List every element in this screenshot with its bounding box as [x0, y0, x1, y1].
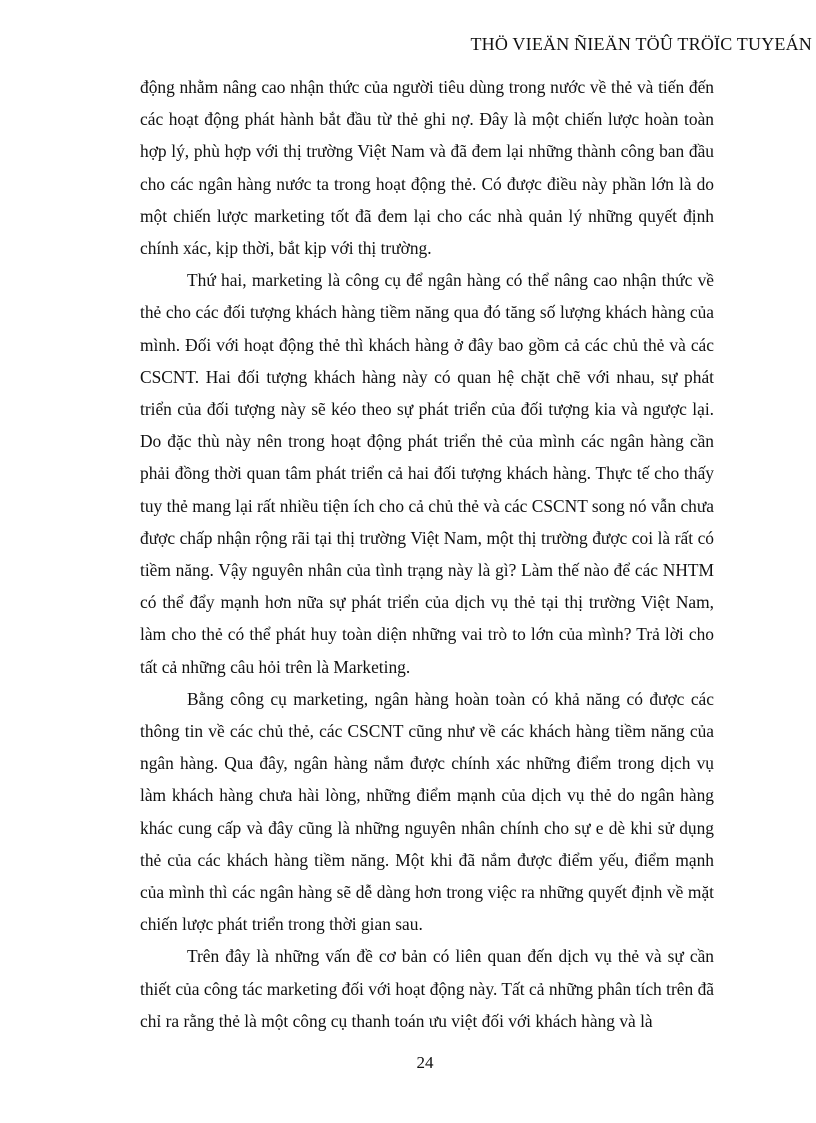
- page-number: 24: [416, 1053, 434, 1072]
- paragraph: Trên đây là những vấn đề cơ bản có liên quan đến dịch vụ thẻ và sự cần thiết của công tác marketing đối với hoạt động này. Tất cả những phân tích trên đã chỉ ra rằng thẻ là một công cụ thanh toán ưu việt đối với khách hàng và là: [140, 946, 714, 1031]
- paragraph-continuation: động nhằm nâng cao nhận thức của người tiêu dùng trong nước về thẻ và tiến đến các hoạt động phát hành bắt đầu từ thẻ ghi nợ. Đây là một chiến lược hoàn toàn hợp lý, phù hợp với thị trường Việt Nam và đã đem lại những thành công ban đầu cho các ngân hàng nước ta trong hoạt động thẻ. Có được điều này phần lớn là do một chiến lược marketing tốt đã đem lại cho các nhà quản lý những quyết định chính xác, kịp thời, bắt kịp với thị trường.: [140, 77, 714, 259]
- running-header: THÖ VIEÄN ÑIEÄN TÖÛ TRÖÏC TUYEÁN: [470, 34, 812, 54]
- paragraph: Bằng công cụ marketing, ngân hàng hoàn toàn có khả năng có được các thông tin về các chủ thẻ, các CSCNT cũng như về các khách hàng tiềm năng của ngân hàng. Qua đây, ngân hàng nắm được chính xác những điểm trong dịch vụ làm khách hàng chưa hài lòng, những điểm mạnh của dịch vụ thẻ do ngân hàng khác cung cấp và đây cũng là những nguyên nhân chính cho sự e dè khi sử dụng thẻ của các khách hàng tiềm năng. Một khi đã nắm được điểm yếu, điểm mạnh của mình thì các ngân hàng sẽ dễ dàng hơn trong việc ra những quyết định về mặt chiến lược phát triển trong thời gian sau.: [140, 688, 714, 935]
- paragraph: Thứ hai, marketing là công cụ để ngân hàng có thể nâng cao nhận thức về thẻ cho các đối tượng khách hàng tiềm năng qua đó tăng số lượng khách hàng của mình. Đối với hoạt động thẻ thì khách hàng ở đây bao gồm cả các chủ thẻ và các CSCNT. Hai đối tượng khách hàng này có quan hệ chặt chẽ với nhau, sự phát triển của đối tượng này sẽ kéo theo sự phát triển của đối tượng kia và ngược lại. Do đặc thù này nên trong hoạt động phát triển thẻ của mình các ngân hàng cần phải đồng thời quan tâm phát triển cả hai đối tượng khách hàng. Thực tế cho thấy tuy thẻ mang lại rất nhiều tiện ích cho cả chủ thẻ và các CSCNT song nó vẫn chưa được chấp nhận rộng rãi tại thị trường Việt Nam, một thị trường được coi là rất có tiềm năng. Vậy nguyên nhân của tình trạng này là gì? Làm thế nào để các NHTM có thể đẩy mạnh hơn nữa sự phát triển của dịch vụ thẻ tại thị trường Việt Nam, làm cho thẻ có thể phát huy toàn diện những vai trò to lớn của mình? Trả lời cho tất cả những câu hỏi trên là Marketing.: [140, 270, 714, 677]
- body-text: [140, 71, 714, 1037]
